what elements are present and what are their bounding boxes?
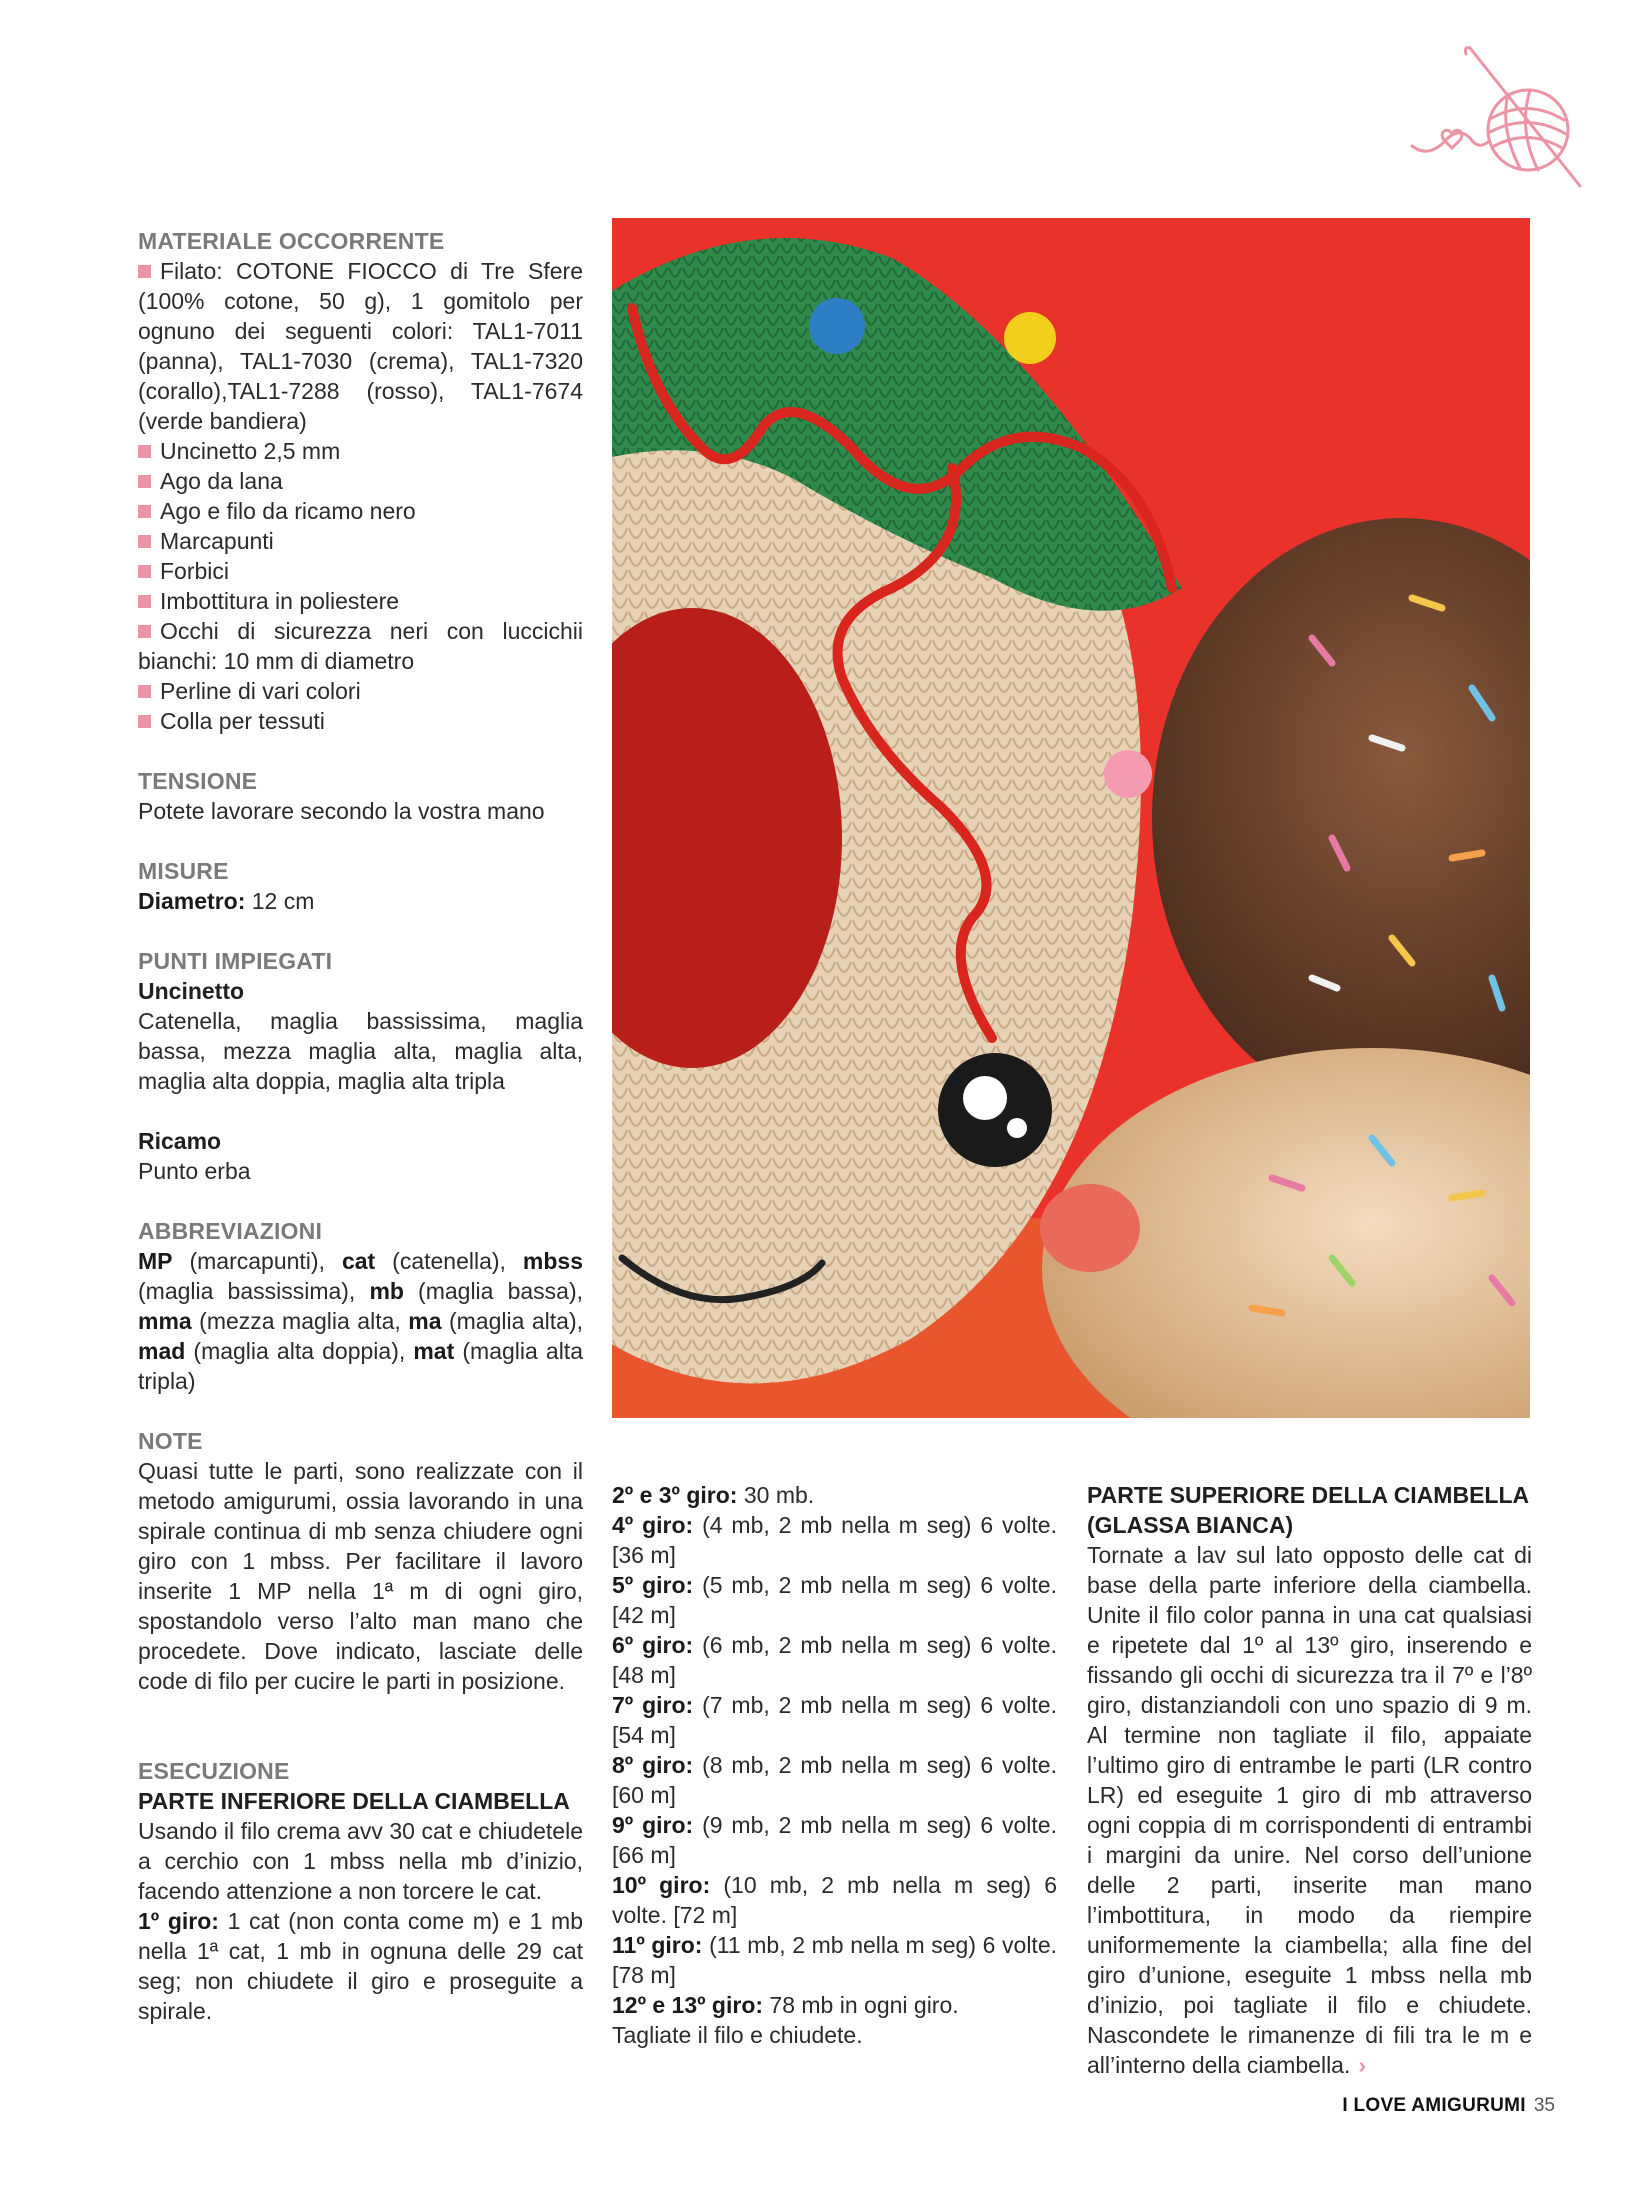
giro-12-13: 12º e 13º giro: 78 mb in ogni giro. — [612, 1992, 959, 2018]
abbreviazioni-text: MP (marcapunti), cat (catenella), mbss (maglia bassissima), mb (maglia bassa), mma (mezza maglia alta, ma (maglia alta), mad (maglia alta doppia), mat (maglia alta tripla) — [138, 1248, 584, 1394]
giro-5: 5º giro: (5 mb, 2 mb nella m seg) 6 volte. [42 m] — [612, 1572, 1057, 1628]
bullet-square-icon — [138, 535, 151, 548]
punti-heading: PUNTI IMPIEGATI — [138, 948, 333, 974]
giri-end-text: Tagliate il filo e chiudete. — [612, 2022, 863, 2048]
amigurumi-donut-photo — [612, 218, 1530, 1418]
middle-column — [612, 1480, 1057, 2050]
list-item: Occhi di sicurezza neri con luccichii bianchi: 10 mm di diametro — [138, 618, 583, 674]
page-footer — [1342, 2094, 1555, 2118]
bullet-square-icon — [138, 625, 151, 638]
right-column — [1087, 1480, 1532, 2080]
materiale-section — [138, 226, 583, 736]
list-item: Uncinetto 2,5 mm — [138, 436, 583, 466]
yarn-ball-logo-icon — [1408, 38, 1590, 198]
materiale-list — [138, 256, 583, 736]
tensione-text: Potete lavorare secondo la vostra mano — [138, 798, 545, 824]
list-item: Filato: COTONE FIOCCO di Tre Sfere (100% cotone, 50 g), 1 gomitolo per ognuno dei seguenti colori: TAL1-7011 (panna), TAL1-7030 (crema), TAL1-7320 (corallo),TAL1-7288 (rosso), TAL1-7674 (verde bandiera) — [138, 258, 583, 434]
giro-10: 10º giro: (10 mb, 2 mb nella m seg) 6 volte. [72 m] — [612, 1872, 1057, 1928]
note-text: Quasi tutte le parti, sono realizzate con il metodo amigurumi, ossia lavorando in una spirale continua di mb senza chiudere ogni giro con 1 mbss. Per facilitare il lavoro inserite 1 MP nella 1ª m di ogni giro, spostandolo verso l’alto man mano che procedete. Dove indicato, lasciate delle code di filo per cucire le parti in posizione. — [138, 1458, 583, 1694]
giro-11: 11º giro: (11 mb, 2 mb nella m seg) 6 volte. [78 m] — [612, 1932, 1058, 1988]
esecuzione-intro: Usando il filo crema avv 30 cat e chiudetele a cerchio con 1 mbss nella mb d’inizio, facendo attenzione a non torcere le cat. — [138, 1818, 583, 1904]
list-item: Imbottitura in poliestere — [138, 586, 583, 616]
continue-arrow-icon: › — [1358, 2052, 1367, 2078]
bullet-square-icon — [138, 595, 151, 608]
left-column — [138, 226, 583, 2056]
tensione-heading: TENSIONE — [138, 768, 258, 794]
giro-8: 8º giro: (8 mb, 2 mb nella m seg) 6 volte. [60 m] — [612, 1752, 1057, 1808]
tensione-section — [138, 766, 583, 826]
note-heading: NOTE — [138, 1428, 203, 1454]
list-item: Ago e filo da ricamo nero — [138, 496, 583, 526]
list-item: Colla per tessuti — [138, 706, 583, 736]
page-number: 35 — [1533, 2095, 1555, 2116]
giro-6: 6º giro: (6 mb, 2 mb nella m seg) 6 volte. [48 m] — [612, 1632, 1057, 1688]
bullet-square-icon — [138, 265, 151, 278]
misure-heading: MISURE — [138, 858, 229, 884]
ricamo-text: Punto erba — [138, 1158, 251, 1184]
note-section — [138, 1426, 583, 1696]
parte-superiore-heading: PARTE SUPERIORE DELLA CIAMBELLA (GLASSA BIANCA) — [1087, 1482, 1529, 1538]
parte-superiore-text: Tornate a lav sul lato opposto delle cat di base della parte inferiore della ciambella. Unite il filo color panna in una cat qualsiasi e ripetete dal 1º al 13º giro, inserendo e fissando gli occhi di sicurezza tra il 7º e l’8º giro, distanziandoli con uno spazio di 9 m. Al termine non tagliate il filo, appaiate l’ultimo giro di entrambe le parti (LR contro LR) ed eseguite 1 giro di mb attraverso ogni coppia di m corrispondenti di entrambi i margini da unire. Nel corso dell’unione delle 2 parti, inserite man mano l’imbottitura, in modo da riempire uniformemente la ciambella; alla fine del giro d’unione, eseguite 1 mbss nella mb d’inizio, poi tagliate il filo e chiudete. Nascondete le rimanenze di fili tra le m e all’interno della ciambella. › — [1087, 1542, 1532, 2078]
uncinetto-label: Uncinetto — [138, 978, 245, 1004]
punti-section — [138, 946, 583, 1186]
bullet-square-icon — [138, 715, 151, 728]
bullet-square-icon — [138, 505, 151, 518]
giro-4: 4º giro: (4 mb, 2 mb nella m seg) 6 volte. [36 m] — [612, 1512, 1057, 1568]
giro-1: 1º giro: 1 cat (non conta come m) e 1 mb nella 1ª cat, 1 mb in ognuna delle 29 cat seg; non chiudete il giro e proseguite a spirale. — [138, 1908, 583, 2024]
uncinetto-text: Catenella, maglia bassissima, maglia bassa, mezza maglia alta, maglia alta, maglia alta doppia, maglia alta tripla — [138, 1008, 583, 1094]
materiale-heading: MATERIALE OCCORRENTE — [138, 228, 445, 254]
ricamo-label: Ricamo — [138, 1128, 222, 1154]
list-item: Ago da lana — [138, 466, 583, 496]
misure-text: Diametro: 12 cm — [138, 888, 315, 914]
abbreviazioni-section — [138, 1216, 583, 1396]
bullet-square-icon — [138, 475, 151, 488]
esecuzione-section — [138, 1756, 583, 2026]
list-item: Marcapunti — [138, 526, 583, 556]
magazine-brand: I LOVE AMIGURUMI — [1342, 2095, 1526, 2116]
giro-7: 7º giro: (7 mb, 2 mb nella m seg) 6 volte. [54 m] — [612, 1692, 1057, 1748]
giro-2-3: 2º e 3º giro: 30 mb. — [612, 1482, 815, 1508]
parte-inferiore-heading: PARTE INFERIORE DELLA CIAMBELLA — [138, 1788, 570, 1814]
abbreviazioni-heading: ABBREVIAZIONI — [138, 1218, 323, 1244]
list-item: Forbici — [138, 556, 583, 586]
bullet-square-icon — [138, 565, 151, 578]
list-item: Perline di vari colori — [138, 676, 583, 706]
bullet-square-icon — [138, 685, 151, 698]
bullet-square-icon — [138, 445, 151, 458]
giro-9: 9º giro: (9 mb, 2 mb nella m seg) 6 volte. [66 m] — [612, 1812, 1057, 1868]
misure-section — [138, 856, 583, 916]
esecuzione-heading: ESECUZIONE — [138, 1758, 290, 1784]
